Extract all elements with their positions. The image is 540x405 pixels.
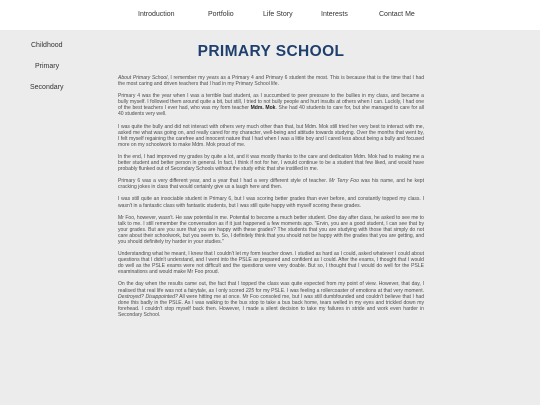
emphasis: 225 [245,287,255,294]
teacher-name: Mdm. Mok [250,105,276,112]
sidebar-item-secondary[interactable]: Secondary [30,84,64,91]
nav-link-portfolio[interactable]: Portfolio [208,11,234,18]
paragraph: I was quite the bully and did not interact with others very much other than that, but Mdm. Mok still tried her very best to interact with me, asked me what was going on, and really cared for my character, well-being and attitude towards studying. Over the months that went by, I felt myself regaining the carefree and innocent nature that I had when I was a little boy and I cared less about being a bully and focused more on my schoolwork to make Mdm. Mok proud of me. [118,123,424,148]
paragraph-text: Primary 6 was a very different year, and a year that I had a very different style of teacher. [118,178,330,185]
paragraph: In the end, I had improved my grades by quite a lot, and it was mostly thanks to the care and dedication Mdm. Mok had to making me a better student and better person in general. In fact, I think if not for her, I would continue to be a student that few liked, and would have probably flunked out of Secondary Schools without the study ethic that she instilled in me. [118,153,424,173]
paragraph-text: for my PSLE. I was feeling a rollercoaster of emotions at that very moment. [254,287,424,294]
paragraph: Mr Foo, however, wasn't. He saw potential in me. Potential to become a much better student. One day after class, he asked to see me to talk to me. I still remember the conversation as if it just happened a few moments ago. "Ervin, you are a good student, I can see that by your grades. But are you sure that you are happy with these grades? The students that you are studying with those that simply do not care about their schoolwork, but you seem to. So, I definitely think that you should not be happy with the grades that you are getting, and you should definitely try harder in your studies." [118,214,424,245]
nav-link-interests[interactable]: Interests [321,11,348,18]
teacher-name: Mr Terry Foo [329,178,359,185]
sidebar-item-primary[interactable]: Primary [35,63,60,70]
paragraph-text: Primary 4 was the year when I was a terrible bad student, as I succumbed to peer pressure to the bullies in my class, and became a bully myself. I followed them around quite a bit, but still, I tried to not bully people and hurt insults at others when I can. Luckily, I had one of the best teachers I ever had, who was my form teacher [118,93,424,112]
paragraph: I was still quite an insociable student in Primary 6, but I was scoring better grades than ever before, and constantly topped my class. I wasn't in a fantastic class with fantastic students, but I was still quite happy with myself scoring these grades. [118,196,424,209]
nav-link-introduction[interactable]: Introduction [138,11,175,18]
paragraph-text: All were hitting me at once. Mr Foo consoled me, but I was still dumbfounded and couldn't believe that I had done this badly in the PSLE. As I was walking to the bus stop to take a bus back home, tears welled in my eyes and trickled down my forehead. I couldn't stop myself back then. However, I made a silent decision to take my failures in stride and work even harder in Secondary School. [118,293,424,318]
emphasis: About Primary School [118,75,168,81]
paragraph [118,281,424,318]
sidebar-item-childhood[interactable]: Childhood [31,42,63,49]
page-title: PRIMARY SCHOOL [197,43,345,60]
top-navigation [0,0,540,30]
paragraph [118,93,424,117]
nav-link-life-story[interactable]: Life Story [263,11,293,18]
paragraph-text: . She had 40 students to care for, but she managed to care for all 40 students very well. [118,105,424,118]
paragraph [118,178,424,190]
paragraph [118,75,424,87]
paragraph-text: On the day when the results came out, the fact that I topped the class was quite expected from my point of view. However, that day, I realised that real life was not a fairytale, as I only scored [118,281,424,294]
paragraph-text: , I remember my years as a Primary 4 and Primary 6 student the most. This is because that is the time that I had the most caring and driven teachers that I had in my Primary School life. [118,75,424,88]
article-body [118,75,424,324]
paragraph-text: was his name, and he kept cracking jokes in class that would certainly give us a laugh here and then. [118,178,424,191]
nav-link-contact-me[interactable]: Contact Me [379,11,415,18]
paragraph: Understanding what he meant, I knew that I couldn't let my form teacher down. I studied as hard as I could, asked whatever I could about questions that I didn't understand, and I went into the PSLE as prepared and confident as I could. After the exams, I thought that I would do well as the PSLE exams were not difficult and the questions were very doable. But so, I thought that I would do well for the PSLE examinations and would make Mr Foo proud. [118,251,424,276]
emphasis: Destroyed? Disappointed? [118,293,178,300]
